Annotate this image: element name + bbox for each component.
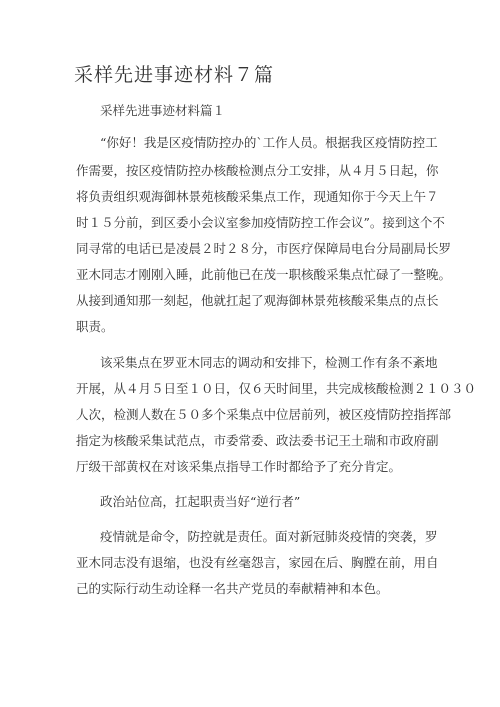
paragraph-2-line-4: 指定为核酸采集试范点，市委常委、政法委书记王土瑞和市政府副 bbox=[76, 433, 439, 448]
paragraph-1-line-8: 职责。 bbox=[76, 319, 114, 334]
paragraph-2-line-2: 开展，从４月５日至１０日，仅６天时间里，共完成核酸检测２１０３０ bbox=[76, 381, 477, 396]
paragraph-3-line-1: 政治站位高，扛起职责当好“逆行者” bbox=[100, 494, 301, 509]
paragraph-2-line-5: 厅级干部黄权在对该采集点指导工作时都给予了充分肯定。 bbox=[76, 459, 402, 474]
paragraph-4-line-2: 亚木同志没有退缩，也没有丝毫怨言，家园在后、胸膛在前，用自 bbox=[76, 555, 439, 570]
paragraph-1-line-5: 同寻常的电话已是凌晨２时２８分，市医疗保障局电台分局副局长罗 bbox=[76, 241, 452, 256]
paragraph-2-line-3: 人次，检测人数在５０多个采集点中位居前列，被区疫情防控指挥部 bbox=[76, 407, 452, 422]
paragraph-1-line-1: “你好！我是区疫情防控办的`工作人员。根据我区疫情防控工 bbox=[100, 135, 438, 150]
paragraph-2-line-1: 该采集点在罗亚木同志的调动和安排下，检测工作有条不紊地 bbox=[100, 355, 438, 370]
document-title: 采样先进事迹材料７篇 bbox=[74, 64, 275, 86]
paragraph-4-line-1: 疫情就是命令，防控就是责任。面对新冠肺炎疫情的突袭，罗 bbox=[100, 529, 438, 544]
paragraph-1-line-3: 将负责组织观海御林景苑核酸采集点工作，现通知你于今天上午７ bbox=[76, 189, 439, 204]
paragraph-1-line-7: 从接到通知那一刻起，他就扛起了观海御林景苑核酸采集点的点长 bbox=[76, 293, 439, 308]
paragraph-4-line-3: 己的实际行动生动诠释一名共产党员的奉献精神和本色。 bbox=[76, 581, 389, 596]
paragraph-1-line-4: 时１５分前，到区委小会议室参加疫情防控工作会议”。接到这个不 bbox=[76, 215, 445, 230]
paragraph-1-line-6: 亚木同志才刚刚入睡，此前他已在茂一职核酸采集点忙碌了一整晚。 bbox=[76, 267, 452, 282]
section-heading: 采样先进事迹材料篇１ bbox=[100, 103, 226, 118]
paragraph-1-line-2: 作需要，按区疫情防控办核酸检测点分工安排，从４月５日起，你 bbox=[76, 163, 439, 178]
